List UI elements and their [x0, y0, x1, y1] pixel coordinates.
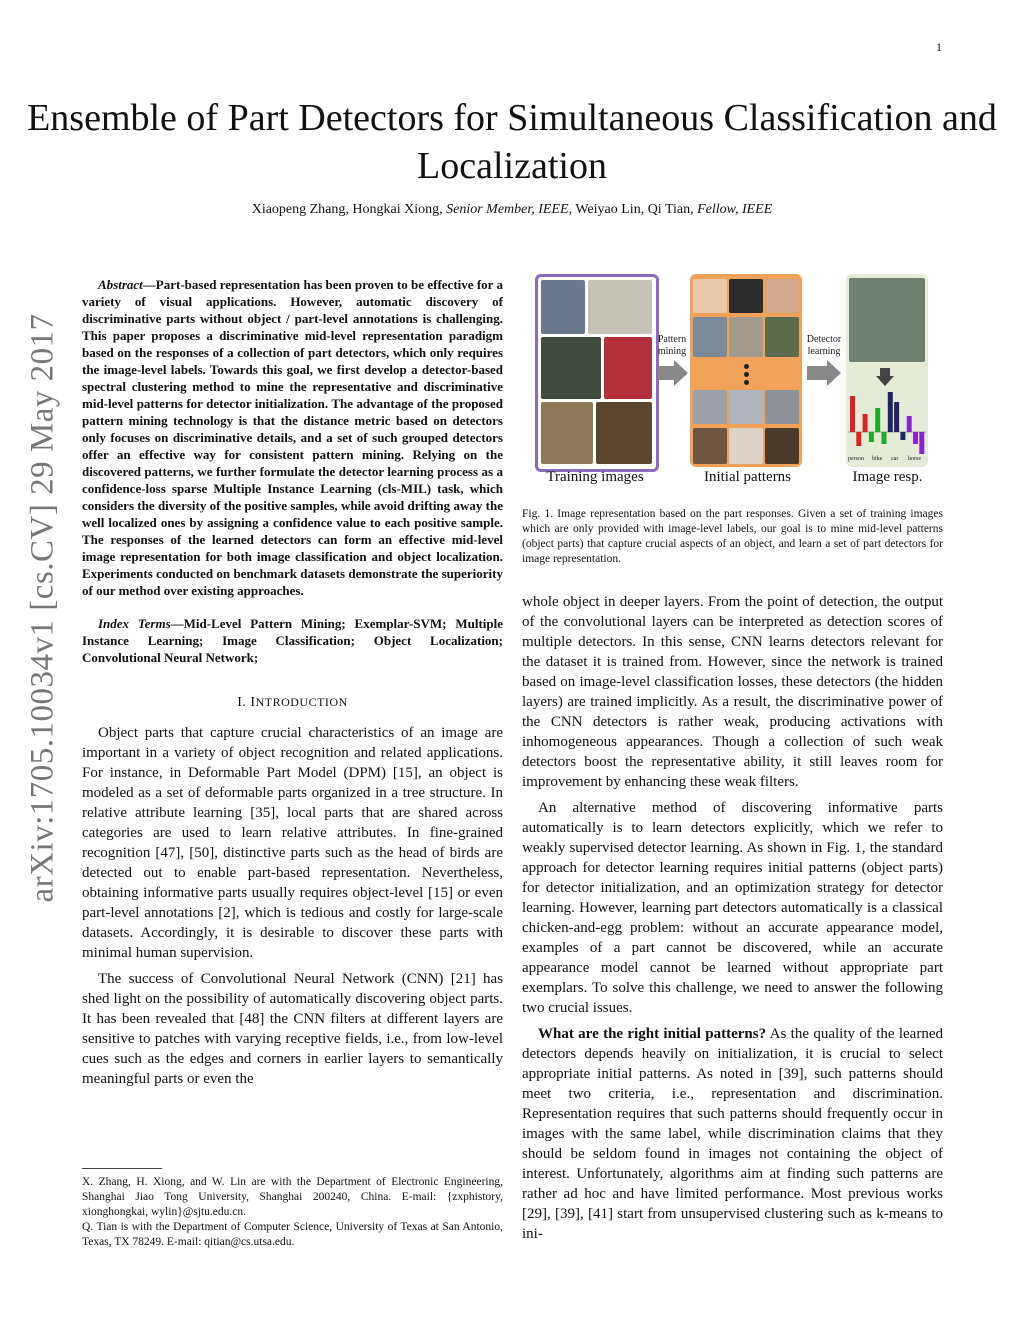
training-image-thumbnail	[541, 280, 585, 334]
footnote-affiliation-2: Q. Tian is with the Department of Computer Science, University of Texas at San Antonio, Texas, TX 78249. E-mail: qitian@cs.utsa.edu.	[82, 1221, 503, 1248]
response-bar	[907, 416, 912, 432]
pattern-thumbnail	[729, 279, 763, 313]
ellipsis-dot-icon	[744, 372, 749, 377]
page-number: 1	[936, 40, 942, 54]
abstract-text: —Part-based representation has been proven to be effective for a variety of visual applications. However, automatic discovery of discriminative parts without object / part-level annotations is challenging. This paper proposes a discriminative mid-level representation paradigm based on the responses of a collection of part detectors, which only requires the image-level labels. Towards this goal, we first develop a detector-based spectral clustering method to mine the representative and discriminative mid-level patterns for detector initialization. The advantage of the proposed pattern mining technology is that the distance metric based on detectors only focuses on discriminative details, and a set of such grouped detectors offer an effective way for consistent pattern mining. Relying on the discovered patterns, we further formulate the detector learning process as a confidence-loss sparse Multiple Instance Learning (cls-MIL) task, which considers the diversity of the positive samples, while avoid drifting away the well localized ones by assigning a confidence value to each positive sample. The responses of the learned detectors can form an effective mid-level image representation for both image classification and object localization. Experiments conducted on benchmark datasets demonstrate the superiority of our method over existing approaches.	[82, 277, 503, 598]
image-resp-label: Image resp.	[852, 469, 923, 485]
index-terms-text: —Mid-Level Pattern Mining; Exemplar-SVM; Multiple Instance Learning; Image Classification; Object Localization; Convolutional Neural Network;	[82, 616, 503, 665]
author-role-2: Fellow, IEEE	[697, 202, 773, 217]
abstract-label: Abstract	[98, 277, 143, 292]
pattern-thumbnail	[729, 390, 763, 424]
initial-patterns-panel	[690, 274, 802, 467]
left-column	[82, 276, 503, 1089]
training-image-thumbnail	[604, 337, 652, 399]
response-bar	[850, 396, 855, 432]
bar-label-person: person	[848, 456, 864, 462]
response-bar	[913, 432, 918, 444]
right-column	[522, 592, 943, 1244]
right-paragraph-1: whole object in deeper layers. From the point of detection, the output of the convolutional layers can be interpreted as detection scores of multiple detectors. In this sense, CNN learns detectors relevant for the dataset it is trained from. However, since the network is trained based on image-level classification losses, these detectors (the hidden layers) are trained implicitly. As a result, the discriminative power of the CNN detectors is rather weak, producing activations with inhomogeneous appearances. Though a collection of such weak detectors boost the representative ability, it still leaves room for improvement by enhancing these weak filters.	[522, 594, 943, 790]
pattern-mining-label: Pattern mining	[657, 334, 687, 357]
response-bar-chart	[848, 388, 926, 458]
pattern-thumbnail	[693, 317, 727, 357]
training-images-panel	[535, 274, 659, 472]
response-bar	[919, 432, 924, 454]
detector-learning-label: Detector learning	[806, 334, 842, 357]
right-paragraph-3	[522, 1024, 943, 1244]
response-bar	[888, 392, 893, 432]
arrow-head-icon	[827, 360, 841, 386]
intro-paragraph-2: The success of Convolutional Neural Network (CNN) [21] has shed light on the possibility of automatically discovering object parts. It has been revealed that [48] the CNN filters at different layers are sensitive to patches with varying receptive fields, i.e., from low-level cues such as the edges and corners in earlier layers to semantically meaningful parts or even the	[82, 971, 503, 1087]
pattern-thumbnail	[765, 317, 799, 357]
pattern-thumbnail	[765, 428, 799, 464]
figure-caption: Fig. 1. Image representation based on the part responses. Given a set of training images which are only provided with image-level labels, our goal is to mine mid-level patterns (object parts) that capture crucial aspects of an object, and learn a set of part detectors for image representation.	[522, 508, 943, 565]
section-heading-introduction: I. INTRODUCTION	[237, 695, 348, 710]
pattern-thumbnail	[729, 317, 763, 357]
arxiv-identifier: arXiv:1705.10034v1 [cs.CV] 29 May 2017	[24, 313, 61, 903]
arrow-head-icon	[674, 360, 688, 386]
arrow-head-icon	[876, 376, 894, 386]
right-paragraph-3-text: As the quality of the learned detectors depends heavily on initialization, it is crucial to select appropriate initial patterns. As noted in [39], such patterns should meet two criteria, i.e., representation and discrimination. Representation requires that such patterns should frequently occur in images with the same label, while discrimination claims that they should be seldom found in images not containing the object of interest. Unfortunately, algorithms aim at finding such patterns are rather ad hoc and have limited performance. Most previous works [29], [39], [41] start from unsupervised clustering such as k-means to ini-	[522, 1026, 943, 1242]
initial-patterns-label: Initial patterns	[703, 469, 792, 485]
pattern-thumbnail	[729, 428, 763, 464]
authors-part-2: Weiyao Lin, Qi Tian,	[572, 202, 698, 217]
detector-learning-arrow	[807, 366, 827, 380]
bold-lead-question: What are the right initial patterns?	[538, 1026, 767, 1042]
response-bar	[882, 432, 887, 444]
training-image-thumbnail	[541, 337, 601, 399]
author-role-1: Senior Member, IEEE,	[446, 202, 573, 217]
image-response-panel	[846, 274, 928, 467]
response-bar	[894, 402, 899, 432]
right-paragraph-2: An alternative method of discovering informative parts automatically is to learn detectors explicitly, which we refer to weakly supervised detector learning. As shown in Fig. 1, the standard approach for detector learning requires initial patterns (object parts) for detector initialization, and an optimization strategy for detector learning. However, learning part detectors automatically is a classical chicken-and-egg problem: without an accurate appearance model, examples of a part cannot be discovered, while an accurate appearance model cannot be learned without appropriate part exemplars. To solve this challenge, we need to answer the following two crucial issues.	[522, 800, 943, 1016]
footnote-affiliation-1: X. Zhang, H. Xiong, and W. Lin are with the Department of Electronic Engineering, Shanghai Jiao Tong University, Shanghai 200240, China. E-mail: {zxphistory, xionghongkai, wylin}@sjtu.edu.cn.	[82, 1176, 503, 1218]
bar-label-bike: bike	[872, 456, 883, 462]
down-arrow-icon	[880, 368, 890, 376]
pattern-thumbnail	[765, 279, 799, 313]
sample-image-thumbnail	[849, 278, 925, 362]
figure-1	[530, 272, 950, 492]
bar-label-car: car	[891, 456, 899, 462]
response-bar	[856, 432, 861, 446]
pattern-thumbnail	[693, 279, 727, 313]
response-bar	[875, 408, 880, 432]
pattern-thumbnail	[693, 390, 727, 424]
training-image-thumbnail	[541, 402, 593, 464]
intro-paragraph-1: Object parts that capture crucial characteristics of an image are important in a variety of object recognition and related applications. For instance, in Deformable Part Model (DPM) [15], an object is modeled as a set of deformable parts organized in a tree structure. In relative attribute learning [35], local parts that are shared across categories are used to learn relative attributes. In fine-grained recognition [47], [50], distinctive parts such as the head of birds are detected out to enable part-based representation. Nevertheless, obtaining informative parts usually requires object-level [15] or even part-level annotations [2], which is tedious and costly for large-scale datasets. Accordingly, it is desirable to discover these parts with minimal human supervision.	[82, 725, 503, 961]
response-bar	[869, 432, 874, 442]
training-image-thumbnail	[588, 280, 652, 334]
training-image-thumbnail	[596, 402, 652, 464]
pattern-thumbnail	[693, 428, 727, 464]
response-bar	[863, 414, 868, 432]
ellipsis-dot-icon	[744, 380, 749, 385]
pattern-thumbnail	[765, 390, 799, 424]
author-list	[0, 202, 1024, 218]
training-images-label: Training images	[546, 469, 644, 485]
footnote-rule	[82, 1168, 162, 1169]
index-terms	[82, 615, 503, 666]
ellipsis-dot-icon	[744, 364, 749, 369]
response-bar	[900, 432, 905, 440]
bar-label-horse: horse	[908, 456, 921, 462]
pattern-mining-arrow	[658, 366, 674, 380]
index-terms-label: Index Terms	[98, 616, 171, 631]
authors-part-1: Xiaopeng Zhang, Hongkai Xiong,	[251, 202, 447, 217]
paper-title: Ensemble of Part Detectors for Simultaneous Classification and Localization	[27, 97, 997, 187]
footnotes	[82, 1175, 503, 1250]
abstract	[82, 276, 503, 599]
